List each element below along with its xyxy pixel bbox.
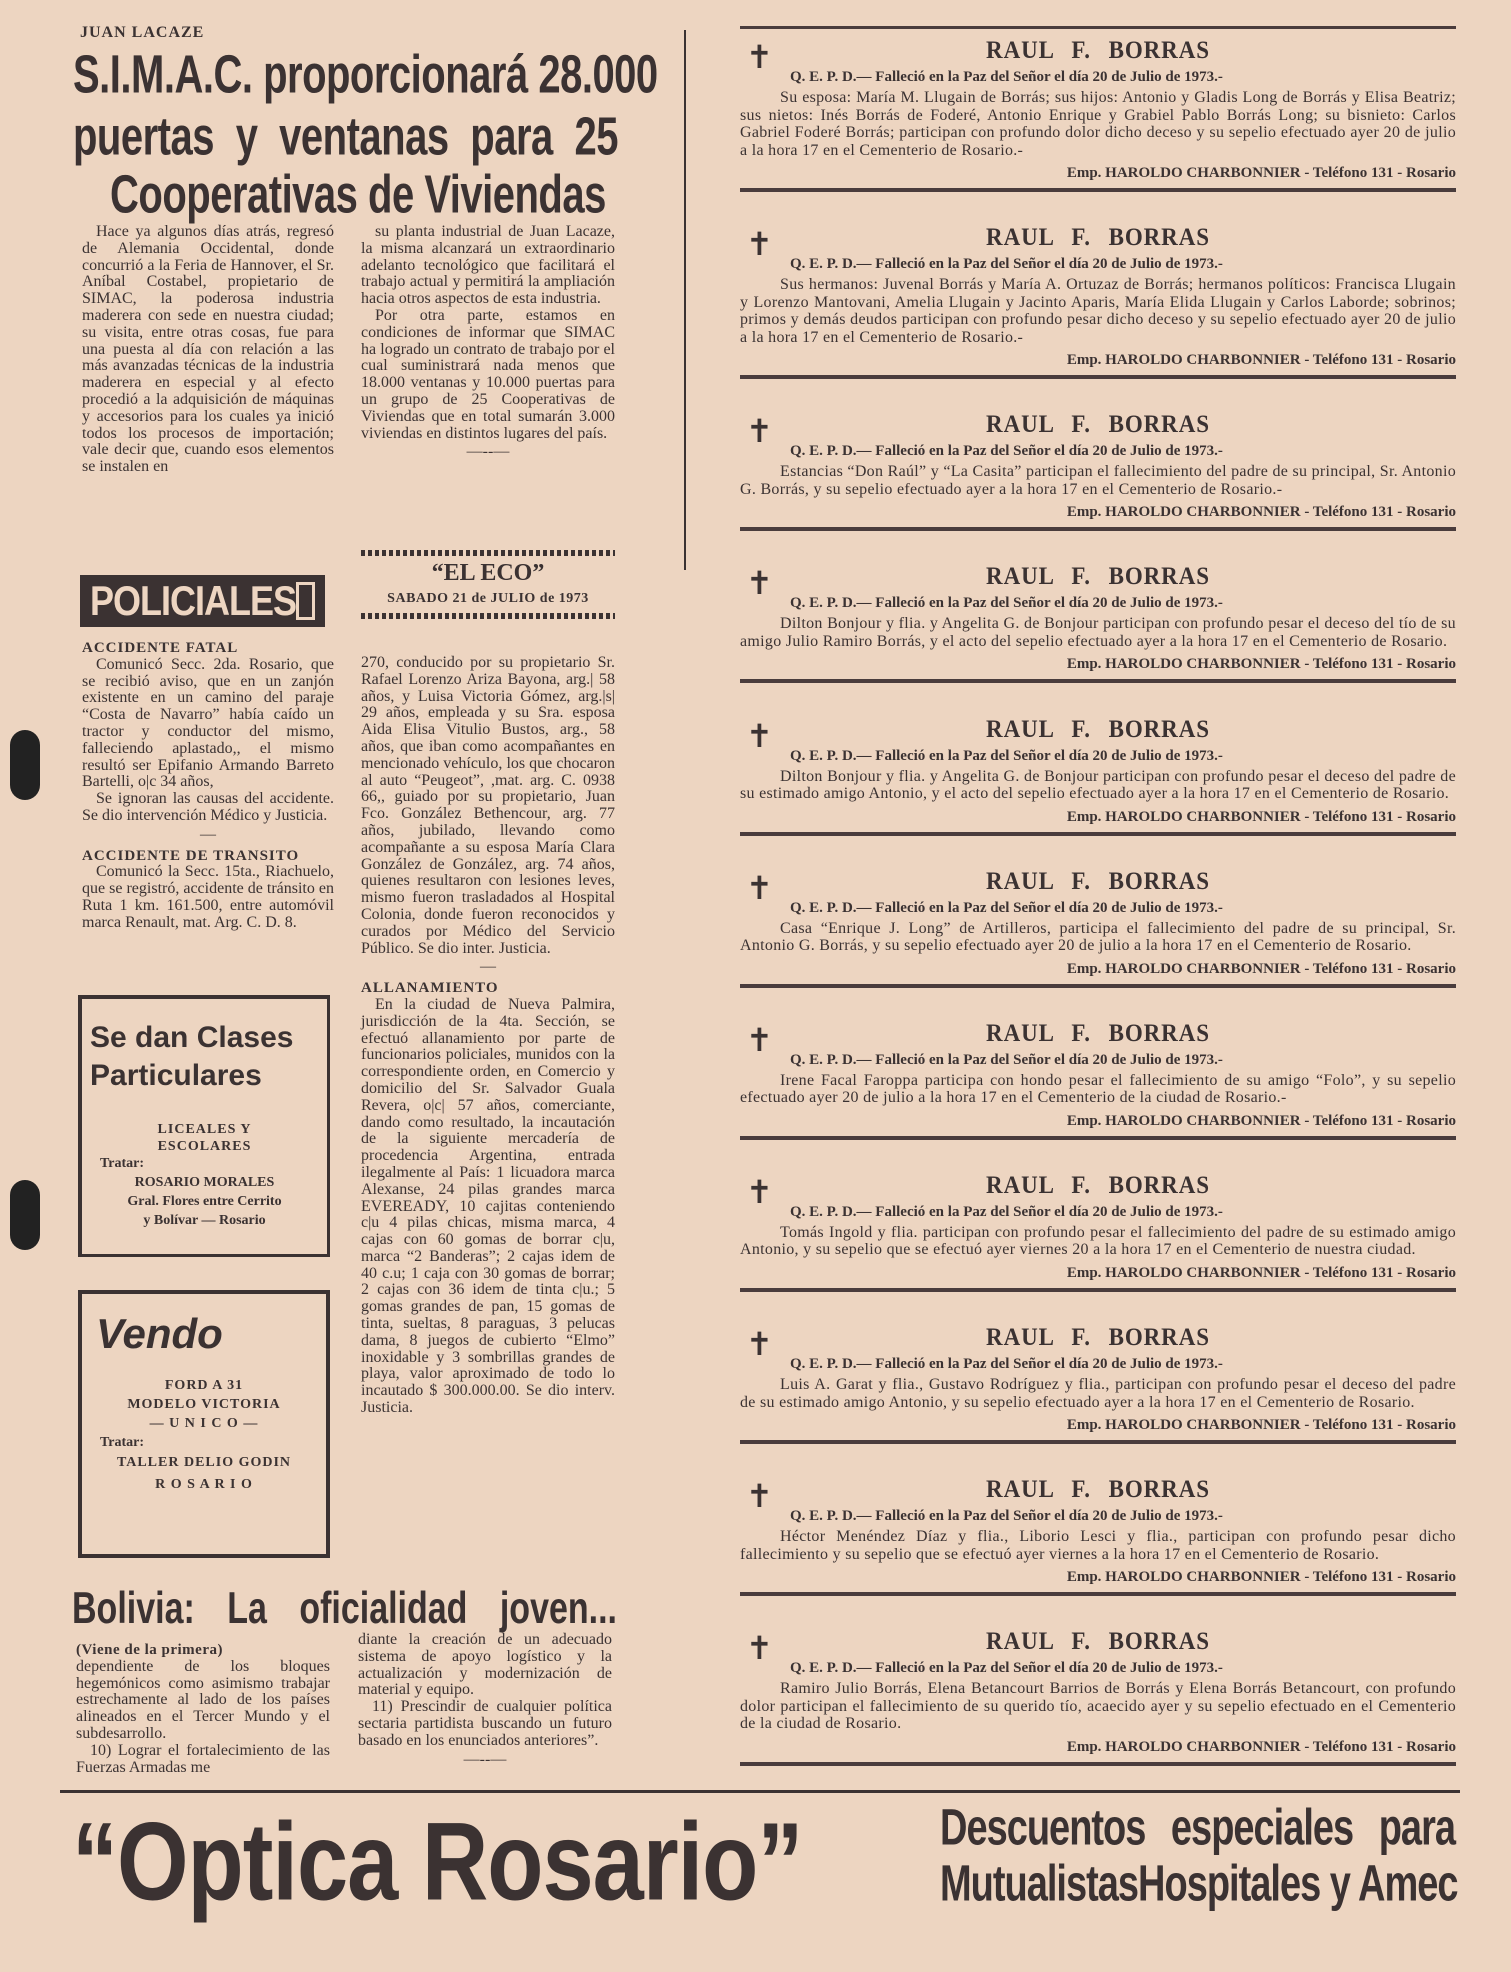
- qepd-line: Q. E. P. D.— Falleció en la Paz del Señor el día 20 de Julio de 1973.-: [790, 69, 1223, 85]
- issue-date: SABADO 21 de JULIO de 1973: [387, 591, 589, 606]
- ad-text: LICEALES Y: [157, 1122, 252, 1137]
- cross-icon: ✝: [746, 869, 773, 906]
- obituary-text: Estancias “Don Raúl” y “La Casita” participan el fallecimiento del padre de su principal, Sr. Antonio G. Borrás, y su sepelio efectuado ayer a la hora 17 en el Cementerio de Rosario.-: [740, 463, 1456, 498]
- cross-icon: ✝: [746, 1021, 773, 1058]
- news-paragraph: Se ignoran las causas del accidente. Se dio intervención Médico y Justicia.: [82, 790, 334, 824]
- article-column-2: [361, 224, 615, 465]
- deceased-name: RAUL F. BORRAS: [986, 1324, 1210, 1352]
- map-icon: [296, 582, 315, 620]
- cross-icon: ✝: [746, 413, 773, 450]
- obituary-notice: [740, 860, 1456, 988]
- ad-text: Tratar:: [100, 1156, 145, 1171]
- optica-rosario-ad-brand: “Optica Rosario”: [72, 1801, 803, 1924]
- dash-separator: —: [480, 958, 496, 976]
- obituary-text: Dilton Bonjour y flia. y Angelita G. de Bonjour participan con profundo pesar el deceso del padre de su estimado amigo Antonio, y el acto del sepelio efectuado ayer a la hora 17 en el Cementerio de Rosario.: [740, 767, 1456, 803]
- ad-text: Tratar:: [100, 1435, 145, 1450]
- bolivia-column-1: [76, 1642, 330, 1776]
- obituary-text: Tomás Ingold y flia. participan con profundo pesar el fallecimiento del padre de su estimado amigo Antonio, y su sepelio que se efectuó ayer viernes 20 a la hora 17 en el Cementerio de nuestra ciudad.: [740, 1223, 1456, 1259]
- deceased-name: RAUL F. BORRAS: [986, 411, 1210, 439]
- funeral-home: Emp. HAROLDO CHARBONNIER - Teléfono 131 - Rosario: [1066, 504, 1456, 521]
- ad-text: — U N I C O —: [149, 1416, 259, 1431]
- obituary-notice: [740, 1012, 1456, 1140]
- ad-text: R O S A R I O: [155, 1477, 253, 1492]
- ad-divider: [60, 1790, 1460, 1793]
- binder-hole: [10, 730, 40, 800]
- headline-word: La: [227, 1584, 267, 1634]
- policiales-column-2: [361, 655, 615, 1417]
- news-paragraph: En la ciudad de Nueva Palmira, jurisdicción de la 4ta. Sección, se efectuó allanamiento por parte de funcionarios policiales, munidos con la correspondiente orden, en Comercio y domicilio del Sr. Salvador Guala Revera, o|c| 57 años, comerciante, dando como resultado, la incautación de la siguiente mercadería de procedencia Argentina, entrada ilegalmente al País: 1 licuadora marca Alexanse, 24 pilas grandes marca EVEREADY, 10 cajitas conteniendo c|u 4 pilas chicas, misma marca, 4 cajas con 60 gomas de borrar c|u, marca “2 Banderas”; 2 cajas idem de 40 c.u; 1 caja con 30 gomas de borrar; 2 cajas con 36 idem de tinta c|u.; 5 gomas grandes de pan, 15 gomas de tinta, sueltas, 8 paraguas, 3 pelucas dama, 8 juegos de cubierto “Elmo” inoxidable y 3 sombrillas grandes de playa, valor aproximado de todo lo incautado $ 300.000.00. Se dio interv. Justicia.: [361, 995, 615, 1417]
- obituary-text: Héctor Menéndez Díaz y flia., Liborio Lesci y flia., participan con profundo pesar dicho fallecimiento y su sepelio que se efectuó ayer viernes a la hora 17 en el Cementerio de Rosario.: [740, 1528, 1456, 1563]
- qepd-line: Q. E. P. D.— Falleció en la Paz del Señor el día 20 de Julio de 1973.-: [790, 443, 1223, 460]
- newspaper-name: “EL ECO”: [431, 560, 545, 586]
- funeral-home: Emp. HAROLDO CHARBONNIER - Teléfono 131 - Rosario: [1066, 960, 1456, 977]
- binder-hole: [10, 1180, 40, 1250]
- funeral-home: Emp. HAROLDO CHARBONNIER - Teléfono 131 - Rosario: [1066, 165, 1456, 181]
- obituary-text: Irene Facal Faroppa participa con hondo pesar el fallecimiento de su amigo “Folo”, y su sepelio efectuado ayer 20 de julio a la hora 17 en el Cementerio de la ciudad de Rosario.-: [740, 1071, 1456, 1107]
- headline-line-2: puertas y ventanas para 25: [73, 107, 618, 167]
- funeral-home: Emp. HAROLDO CHARBONNIER - Teléfono 131 - Rosario: [1066, 1569, 1456, 1586]
- qepd-line: Q. E. P. D.— Falleció en la Paz del Señor el día 20 de Julio de 1973.-: [790, 1508, 1223, 1525]
- headline-word: joven...: [499, 1584, 617, 1634]
- ad-text: MODELO VICTORIA: [127, 1397, 281, 1412]
- qepd-line: Q. E. P. D.— Falleció en la Paz del Señor el día 20 de Julio de 1973.-: [790, 595, 1223, 612]
- section-heading: ACCIDENTE DE TRANSITO: [82, 847, 300, 864]
- deceased-name: RAUL F. BORRAS: [986, 715, 1210, 743]
- obituary-notice: [740, 216, 1456, 379]
- dotted-rule: [361, 613, 615, 619]
- policiales-column-1: [82, 640, 334, 932]
- ad-title: Vendo: [96, 1310, 223, 1357]
- qepd-line: Q. E. P. D.— Falleció en la Paz del Señor el día 20 de Julio de 1973.-: [790, 1660, 1223, 1677]
- ad-vendo: [78, 1290, 330, 1558]
- cross-icon: ✝: [746, 39, 773, 75]
- funeral-home: Emp. HAROLDO CHARBONNIER - Teléfono 131 - Rosario: [1066, 1264, 1456, 1281]
- funeral-home: Emp. HAROLDO CHARBONNIER - Teléfono 131 - Rosario: [1066, 808, 1456, 825]
- headline-word: Bolivia:: [72, 1584, 195, 1634]
- funeral-home: Emp. HAROLDO CHARBONNIER - Teléfono 131 - Rosario: [1066, 352, 1456, 369]
- headline-word: oficialidad: [299, 1584, 468, 1634]
- dotted-rule: [361, 550, 615, 556]
- article-paragraph: Por otra parte, estamos en condiciones de informar que SIMAC ha logrado un contrato de trabajo por el cual suministrará nada menos que 18.000 ventanas y 10.000 puertas para un grupo de 25 Cooperativas de Viviendas que en total sumarán 3.000 viviendas en distintos lugares del país.: [361, 306, 615, 442]
- news-paragraph: diante la creación de un adecuado sistema de apoyo logístico y la actualización y modernización de material y equipo.: [358, 1631, 612, 1699]
- funeral-home: Emp. HAROLDO CHARBONNIER - Teléfono 131 - Rosario: [1066, 1417, 1456, 1434]
- deceased-name: RAUL F. BORRAS: [986, 867, 1210, 895]
- obituary-notice: [740, 1164, 1456, 1292]
- section-heading: ALLANAMIENTO: [361, 980, 499, 997]
- cross-icon: ✝: [746, 1630, 773, 1667]
- obituary-text: Ramiro Julio Borrás, Elena Betancourt Barrios de Borrás y Elena Borrás Betancourt, con profundo dolor participan el fallecimiento de su querido tío, acaecido ayer y su sepelio efectuado en el Cementerio de la ciudad de Rosario.: [740, 1680, 1456, 1733]
- obituary-notice: [740, 26, 1456, 192]
- news-paragraph: 11) Prescindir de cualquier política sectaria partidista buscando un futuro basado en los enunciados anteriores”.: [358, 1698, 612, 1749]
- qepd-line: Q. E. P. D.— Falleció en la Paz del Señor el día 20 de Julio de 1973.-: [790, 1203, 1223, 1220]
- funeral-home: Emp. HAROLDO CHARBONNIER - Teléfono 131 - Rosario: [1066, 1112, 1456, 1129]
- ad-tagline-2: MutualistasHospitales y Amec: [940, 1856, 1458, 1913]
- obituary-notice: [740, 403, 1456, 531]
- article-paragraph: Hace ya algunos días atrás, regresó de Alemania Occidental, donde concurrió a la Feria de Hannover, el Sr. Aníbal Costabel, propietario de SIMAC, la poderosa industria maderera con sede en nuestra ciudad; su visita, entre otras cosas, fue para una puesta al día con relación a las más avanzadas técnicas de la industria maderera en especial y al efecto procedió a la adquisición de máquinas y accesorios para los cuales ya inició todos los procesos de importación; vale decir que, cuando esos elementos se instalen en: [82, 223, 334, 476]
- ad-title-line: Se dan Clases: [90, 1021, 294, 1054]
- obituary-notice: [740, 555, 1456, 683]
- deceased-name: RAUL F. BORRAS: [986, 37, 1210, 64]
- cross-icon: ✝: [746, 1326, 773, 1363]
- deceased-name: RAUL F. BORRAS: [986, 1019, 1210, 1047]
- obituary-notice: [740, 1620, 1456, 1766]
- ad-tagline-1: Descuentos especiales para: [940, 1800, 1455, 1857]
- el-eco-header: [361, 550, 615, 619]
- end-mark: —--—: [463, 1750, 507, 1768]
- news-paragraph: Comunicó la Secc. 15ta., Riachuelo, que se registró, accidente de tránsito en Ruta 1 km. 161.500, entre automóvil marca Renault, mat. Arg. C. D. 8.: [82, 863, 334, 931]
- obituaries-column: [740, 26, 1456, 1766]
- ad-address: y Bolívar — Rosario: [143, 1213, 266, 1228]
- qepd-line: Q. E. P. D.— Falleció en la Paz del Señor el día 20 de Julio de 1973.-: [790, 1356, 1223, 1373]
- deceased-name: RAUL F. BORRAS: [986, 1628, 1210, 1656]
- deceased-name: RAUL F. BORRAS: [986, 563, 1210, 591]
- ad-text: ESCOLARES: [157, 1139, 252, 1154]
- ad-title-line: Particulares: [90, 1059, 262, 1092]
- cross-icon: ✝: [746, 226, 773, 263]
- ad-contact-name: TALLER DELIO GODIN: [116, 1455, 292, 1470]
- funeral-home: Emp. HAROLDO CHARBONNIER - Teléfono 131 - Rosario: [1066, 1738, 1456, 1755]
- news-paragraph: 10) Lograr el fortalecimiento de las Fuerzas Armadas me: [76, 1741, 330, 1776]
- obituary-text: Su esposa: María M. Llugain de Borrás; sus hijos: Antonio y Gladis Long de Borrás y Elisa Beatriz; sus nietos: Inés Borrás de Foderé, Antonio Enrique y Grabiel Pablo Borrás Long; su bisnieto: Carlos Gabriel Foderé Borrás; participan con profundo dolor dicho deceso y su sepelio efectuado ayer 20 de julio a la hora 17 en el Cementerio de Rosario.-: [740, 89, 1456, 159]
- news-paragraph: dependiente de los bloques hegemónicos como asimismo trabajar estrechamente al lado de los países alineados en el Tercer Mundo y el subdesarrollo.: [76, 1657, 330, 1742]
- qepd-line: Q. E. P. D.— Falleció en la Paz del Señor el día 20 de Julio de 1973.-: [790, 899, 1223, 916]
- cross-icon: ✝: [746, 565, 773, 602]
- bolivia-headline: [72, 1584, 617, 1635]
- funeral-home: Emp. HAROLDO CHARBONNIER - Teléfono 131 - Rosario: [1066, 656, 1456, 673]
- obituary-text: Sus hermanos: Juvenal Borrás y María A. Ortuzaz de Borrás; hermanos políticos: Francisca Llugain y Lorenzo Mantovani, Amelia Llugain y Jacinto Aparis, María Elida Llugain y Carlos Laborde; sobrinos; primos y demás deudos participan con profundo pesar dicho deceso y su sepelio efectuado ayer 20 de julio a la hora 17 en el Cementerio de Rosario.-: [740, 276, 1456, 346]
- obituary-notice: [740, 708, 1456, 836]
- deceased-name: RAUL F. BORRAS: [986, 1171, 1210, 1199]
- dash-separator: —: [200, 825, 216, 843]
- continuation-note: (Viene de la primera): [76, 1642, 223, 1658]
- qepd-line: Q. E. P. D.— Falleció en la Paz del Señor el día 20 de Julio de 1973.-: [790, 747, 1223, 764]
- policiales-banner: [80, 575, 325, 627]
- ad-address: Gral. Flores entre Cerrito: [127, 1194, 282, 1209]
- article-paragraph: su planta industrial de Juan Lacaze, la misma alcanzará un extraordinario adelanto tecnológico que facilitará el trabajo actual y permitirá la ampliación hacia otros aspectos de esta industria.: [361, 223, 615, 308]
- end-mark: —--—: [466, 443, 510, 461]
- ad-clases-particulares: [78, 995, 330, 1257]
- cross-icon: ✝: [746, 717, 773, 754]
- qepd-line: Q. E. P. D.— Falleció en la Paz del Señor el día 20 de Julio de 1973.-: [790, 1051, 1223, 1068]
- obituary-text: Casa “Enrique J. Long” de Artilleros, participa el fallecimiento del padre de su principal, Sr. Antonio G. Borrás, y su sepelio efectuado ayer 20 de julio a la hora 17 en el Cementerio de Rosario.: [740, 919, 1456, 955]
- obituary-notice: [740, 1468, 1456, 1596]
- article-kicker: JUAN LACAZE: [80, 24, 205, 41]
- obituary-text: Dilton Bonjour y flia. y Angelita G. de Bonjour participan con profundo pesar el deceso del tío de su amigo Julio Ramiro Borrás, y el acto del sepelio efectuado ayer a la hora 17 en el Cementerio de Rosario.: [740, 615, 1456, 650]
- section-heading: ACCIDENTE FATAL: [82, 640, 239, 656]
- headline-line-3: Cooperativas de Viviendas: [110, 165, 606, 225]
- deceased-name: RAUL F. BORRAS: [986, 224, 1210, 252]
- cross-icon: ✝: [746, 1173, 773, 1210]
- obituary-notice: [740, 1316, 1456, 1444]
- article-column-1: [82, 224, 334, 476]
- policiales-title: POLICIALES: [90, 576, 297, 624]
- headline-line-1: S.I.M.A.C. proporcionará 28.000: [73, 45, 658, 105]
- news-paragraph: 270, conducido por su propietario Sr. Rafael Lorenzo Ariza Bayona, arg.| 58 años, y Luisa Victoria Gómez, arg.|s| 29 años, empleada y su Sra. esposa Aida Elisa Vitulio Bustos, arg., 58 años, que iban como acompañantes en mencionado vehículo, los que chocaron al auto “Peugeot”, ,mat. arg. C. 0938 66,, guiado por su propietario, Juan Fco. González Bethencour, arg. 77 años, jubilado, llevando como acompañante a su esposa María Clara González de González, arg. 74 años, quienes resultaron con lesiones leves, mismo fueron trasladados al Hospital Colonia, donde fueron reconocidos y curados por Médico del Servicio Público. Se dio inter. Justicia.: [361, 654, 615, 957]
- news-paragraph: Comunicó Secc. 2da. Rosario, que se recibió aviso, que en un zanjón existente en un camino del paraje “Costa de Navarro” había caído un tractor y conductor del mismo, falleciendo aplastado,, el mismo resultó ser Epifanio Armando Barreto Bartelli, o|c 34 años,: [82, 655, 334, 791]
- deceased-name: RAUL F. BORRAS: [986, 1476, 1210, 1504]
- bolivia-column-2: [358, 1632, 612, 1772]
- ad-text: FORD A 31: [164, 1378, 244, 1393]
- qepd-line: Q. E. P. D.— Falleció en la Paz del Señor el día 20 de Julio de 1973.-: [790, 256, 1223, 273]
- column-divider: [684, 30, 686, 570]
- cross-icon: ✝: [746, 1478, 773, 1515]
- ad-contact-name: ROSARIO MORALES: [134, 1175, 275, 1190]
- ad-title: [90, 1019, 327, 1095]
- obituary-text: Luis A. Garat y flia., Gustavo Rodríguez y flia., participan con profundo pesar el deceso del padre de su estimado amigo Antonio, y su sepelio efectuado ayer a la hora 17 en el Cementerio de Rosario.: [740, 1376, 1456, 1411]
